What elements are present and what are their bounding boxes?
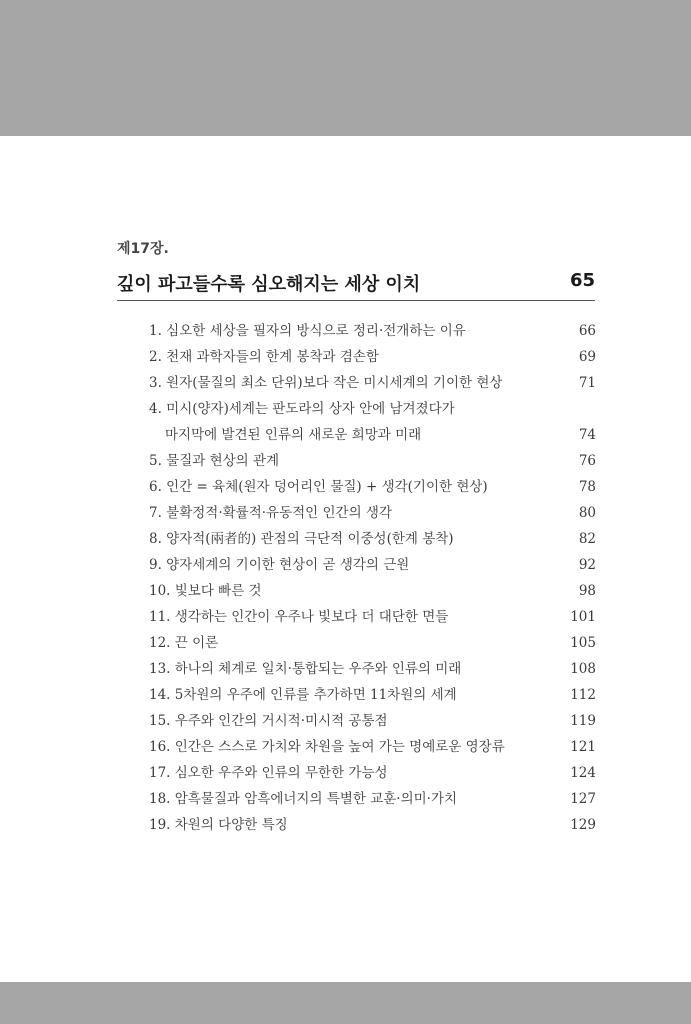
bottom-margin-band bbox=[0, 982, 691, 1024]
toc-entry-continuation bbox=[149, 422, 596, 448]
toc-entry bbox=[149, 474, 596, 500]
toc-entry-page: 105 bbox=[570, 635, 596, 651]
toc-entry-page: 92 bbox=[578, 557, 596, 573]
toc-entry-title: 17. 심오한 우주와 인류의 무한한 가능성 bbox=[149, 765, 388, 781]
chapter-label: 제17장. bbox=[117, 241, 169, 257]
toc-entry-page: 66 bbox=[578, 323, 596, 339]
toc-entry bbox=[149, 604, 596, 630]
toc-entry-title: 8. 양자적(兩者的) 관점의 극단적 이중성(한계 봉착) bbox=[149, 531, 454, 547]
toc-entry-title: 11. 생각하는 인간이 우주나 빛보다 더 대단한 면들 bbox=[149, 609, 449, 625]
toc-entry-title: 6. 인간 = 육체(원자 덩어리인 물질) + 생각(기이한 현상) bbox=[149, 479, 488, 495]
toc-entry-page: 108 bbox=[570, 661, 596, 677]
toc-entry-page: 80 bbox=[578, 505, 596, 521]
toc-entry-page: 82 bbox=[578, 531, 596, 547]
toc-entry-title: 4. 미시(양자)세계는 판도라의 상자 안에 남겨졌다가 bbox=[149, 401, 455, 417]
toc-entry-page: 119 bbox=[570, 713, 596, 729]
toc-entry bbox=[149, 318, 596, 344]
toc-entry bbox=[149, 812, 596, 838]
toc-entry-title: 마지막에 발견된 인류의 새로운 희망과 미래 bbox=[165, 427, 422, 443]
toc-entry-page: 74 bbox=[578, 427, 596, 443]
toc-entry bbox=[149, 786, 596, 812]
toc-entry-title: 7. 불확정적·확률적·유동적인 인간의 생각 bbox=[149, 505, 392, 521]
toc-entry bbox=[149, 656, 596, 682]
toc-entry-title: 15. 우주와 인간의 거시적·미시적 공통점 bbox=[149, 713, 388, 729]
toc-entry bbox=[149, 708, 596, 734]
toc-entry-page: 98 bbox=[578, 583, 596, 599]
toc-entry-page: 71 bbox=[578, 375, 596, 391]
toc-entry-page: 69 bbox=[578, 349, 596, 365]
chapter-page-number: 65 bbox=[569, 270, 595, 291]
toc-entry-page: 129 bbox=[570, 817, 596, 833]
toc-entry-title: 18. 암흑물질과 암흑에너지의 특별한 교훈·의미·가치 bbox=[149, 791, 458, 807]
toc-entry bbox=[149, 448, 596, 474]
toc-entry-title: 16. 인간은 스스로 가치와 차원을 높여 가는 명예로운 영장류 bbox=[149, 739, 505, 755]
toc-entry bbox=[149, 396, 596, 422]
toc-entry-title: 12. 끈 이론 bbox=[149, 635, 219, 651]
toc-entry-title: 5. 물질과 현상의 관계 bbox=[149, 453, 280, 469]
toc-entry-title: 1. 심오한 세상을 필자의 방식으로 정리·전개하는 이유 bbox=[149, 323, 466, 339]
toc-entry-page: 121 bbox=[570, 739, 596, 755]
toc-entry bbox=[149, 344, 596, 370]
toc-entry-page: 112 bbox=[570, 687, 596, 703]
toc-entry-page: 78 bbox=[578, 479, 596, 495]
toc-entry-title: 13. 하나의 체계로 일치·통합되는 우주와 인류의 미래 bbox=[149, 661, 462, 677]
toc-entry-page: 101 bbox=[570, 609, 596, 625]
toc-entry bbox=[149, 630, 596, 656]
toc-entry bbox=[149, 526, 596, 552]
toc-entry-page: 76 bbox=[578, 453, 596, 469]
toc-entry-title: 3. 원자(물질의 최소 단위)보다 작은 미시세계의 기이한 현상 bbox=[149, 375, 503, 391]
table-of-contents bbox=[149, 318, 596, 838]
toc-entry-page: 124 bbox=[570, 765, 596, 781]
toc-entry-title: 19. 차원의 다양한 특징 bbox=[149, 817, 288, 833]
chapter-heading bbox=[117, 268, 595, 301]
toc-entry bbox=[149, 370, 596, 396]
toc-entry bbox=[149, 682, 596, 708]
chapter-title: 깊이 파고들수록 심오해지는 세상 이치 bbox=[117, 274, 421, 295]
toc-entry-title: 2. 천재 과학자들의 한계 봉착과 겸손함 bbox=[149, 349, 379, 365]
toc-entry-title: 10. 빛보다 빠른 것 bbox=[149, 583, 262, 599]
top-margin-band bbox=[0, 0, 691, 136]
toc-entry bbox=[149, 760, 596, 786]
toc-entry bbox=[149, 500, 596, 526]
toc-entry bbox=[149, 552, 596, 578]
toc-entry-title: 14. 5차원의 우주에 인류를 추가하면 11차원의 세계 bbox=[149, 687, 457, 703]
toc-entry-title: 9. 양자세계의 기이한 현상이 곧 생각의 근원 bbox=[149, 557, 410, 573]
toc-entry bbox=[149, 578, 596, 604]
toc-entry-page: 127 bbox=[570, 791, 596, 807]
toc-entry bbox=[149, 734, 596, 760]
